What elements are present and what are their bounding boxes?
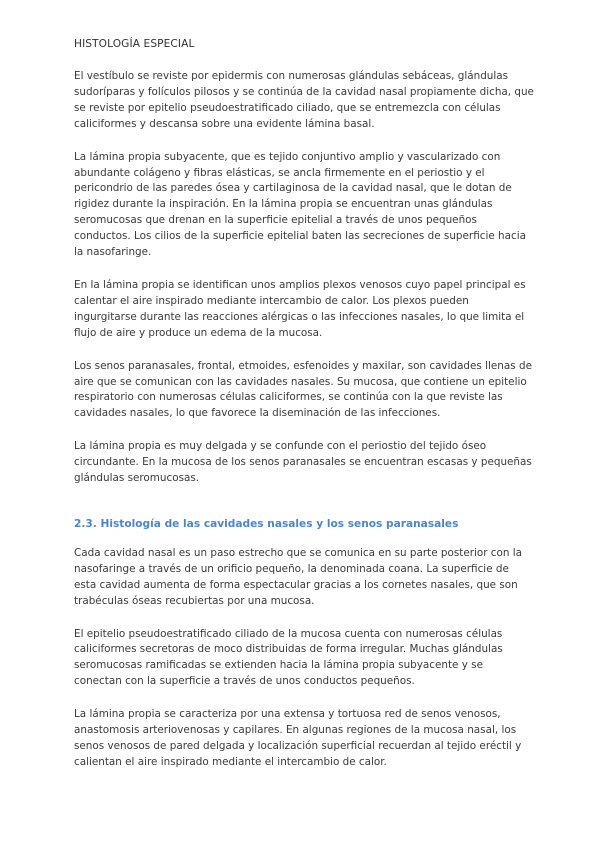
paragraph-lamina-propia-delgada: La lámina propia es muy delgada y se confunde con el periostio del tejido óseo circundante. En la mucosa de los senos paranasales se encuentran escasas y pequeñas glándulas seromucosas.: [74, 440, 532, 485]
paragraph-vestibulo: El vestíbulo se reviste por epidermis con numerosas glándulas sebáceas, glándulas sudoríparas y folículos pilosos y se continúa de la cavidad nasal propiamente dicha, que se reviste por epitelio pseudoestratificado ciliado, que se entremezcla con células caliciformes y descansa sobre una evidente lámina basal.: [74, 70, 534, 130]
paragraph-cavidad-nasal: Cada cavidad nasal es un paso estrecho que se comunica en su parte posterior con la nasofaringe a través de un orificio pequeño, la denominada coana. La superficie de esta cavidad aumenta de forma espectacular gracias a los cornetes nasales, que son trabéculas óseas recubiertas por una mucosa.: [74, 546, 523, 607]
paragraph-epitelio: El epitelio pseudoestratificado ciliado de la mucosa cuenta con numerosas células caliciformes secretoras de moco distribuidas de forma irregular. Muchas glándulas seromucosas ramificadas se extienden hacia la lámina propia subyacente y se conectan con la superficie a través de unos conductos pequeños.: [74, 627, 503, 688]
paragraph-red-senos-venosos: La lámina propia se caracteriza por una extensa y tortuosa red de senos venosos, anastomosis arteriovenosas y capilares. En algunas regiones de la mucosa nasal, los senos venosos de pared delgada y localización superficial recuerdan al tejido eréctil y calientan el aire inspirado mediante el intercambio de calor.: [74, 708, 522, 768]
paragraph-plexos-venosos: En la lámina propia se identifican unos amplios plexos venosos cuyo papel principal es calentar el aire inspirado mediante intercambio de calor. Los plexos pueden ingurgitarse durante las reacciones alérgicas o las infecciones nasales, lo que limita el flujo de aire y produce un edema de la mucosa.: [74, 278, 526, 339]
paragraph-senos-paranasales: Los senos paranasales, frontal, etmoides, esfenoides y maxilar, son cavidades llenas de aire que se comunican con las cavidades nasales. Su mucosa, que contiene un epitelio respiratorio con numerosas células caliciformes, se continúa con la que reviste las cavidades nasales, lo que favorece la diseminación de las infecciones.: [74, 359, 532, 420]
paragraph-lamina-propia-subyacente: La lámina propia subyacente, que es tejido conjuntivo amplio y vascularizado con abundante colágeno y fibras elásticas, se ancla firmemente en el periostio y el pericondrio de las paredes ósea y cartilaginosa de la cavidad nasal, que le dotan de rigidez durante la inspiración. En la lámina propia se encuentran unas glándulas seromucosas que drenan en la superficie epitelial a través de unos pequeños conductos. Los cilios de la superficie epitelial baten las secreciones de superficie hacia la nasofaringe.: [74, 150, 526, 259]
section-heading: 2.3. Histología de las cavidades nasales y los senos paranasales: [74, 517, 459, 530]
running-header: HISTOLOGÍA ESPECIAL: [74, 38, 195, 50]
